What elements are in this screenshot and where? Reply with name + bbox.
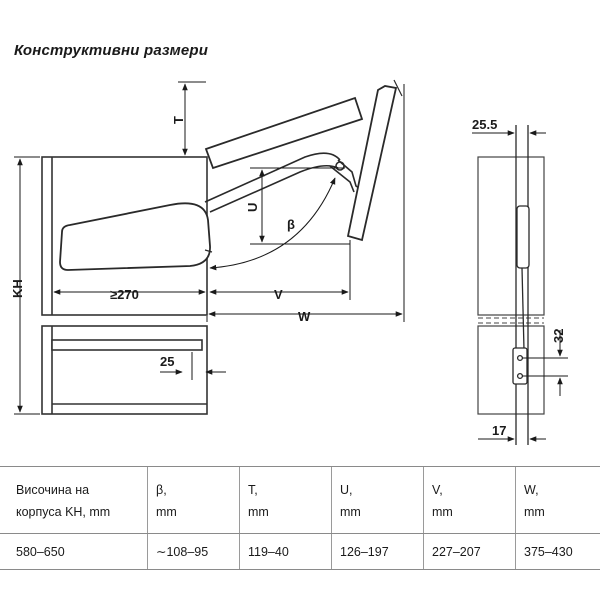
header-w xyxy=(516,467,600,534)
cell-w: 375–430 xyxy=(516,534,600,570)
page-title: Конструктивни размери xyxy=(14,42,209,59)
header-line: корпуса KH, mm xyxy=(16,505,111,519)
side-view-centerline xyxy=(478,318,544,323)
header-line: W, xyxy=(524,483,539,497)
header-line: mm xyxy=(156,505,177,519)
side-view-mechanism xyxy=(513,125,529,445)
header-line: U, xyxy=(340,483,353,497)
label-side-offset: 25.5 xyxy=(472,117,498,132)
header-line: mm xyxy=(432,505,453,519)
side-view-cabinet xyxy=(478,157,544,414)
header-u xyxy=(332,467,424,534)
header-v xyxy=(424,467,516,534)
label-depth-min: ≥270 xyxy=(110,287,139,302)
table-header-row xyxy=(0,467,600,534)
label-w: W xyxy=(298,309,311,324)
label-kh: KH xyxy=(10,279,25,298)
opened-flap xyxy=(206,80,402,240)
header-line: Височина на xyxy=(16,483,90,497)
label-shelf-inset: 25 xyxy=(160,354,175,369)
header-line: T, xyxy=(248,483,258,497)
lower-cabinet-outline xyxy=(42,326,207,414)
cell-v: 227–207 xyxy=(424,534,516,570)
cell-beta: ∼108–95 xyxy=(148,534,240,570)
label-bottom-offset: 17 xyxy=(492,423,507,438)
header-line: mm xyxy=(248,505,269,519)
cell-u: 126–197 xyxy=(332,534,424,570)
header-line: mm xyxy=(340,505,361,519)
label-hole-spacing: 32 xyxy=(551,328,566,343)
header-t xyxy=(240,467,332,534)
header-beta xyxy=(148,467,240,534)
header-cabinet-height xyxy=(0,467,148,534)
cell-cabinet-height: 580–650 xyxy=(0,534,148,570)
specification-table xyxy=(0,466,600,570)
label-beta: β xyxy=(287,217,295,232)
header-line: V, xyxy=(432,483,443,497)
lift-mechanism-housing xyxy=(60,203,210,270)
header-line: β, xyxy=(156,483,167,497)
cell-t: 119–40 xyxy=(240,534,332,570)
label-t: T xyxy=(171,116,186,124)
label-v: V xyxy=(274,287,283,302)
dimension-u xyxy=(250,168,350,244)
header-line: mm xyxy=(524,505,545,519)
label-u: U xyxy=(245,202,260,212)
table-row xyxy=(0,534,600,570)
